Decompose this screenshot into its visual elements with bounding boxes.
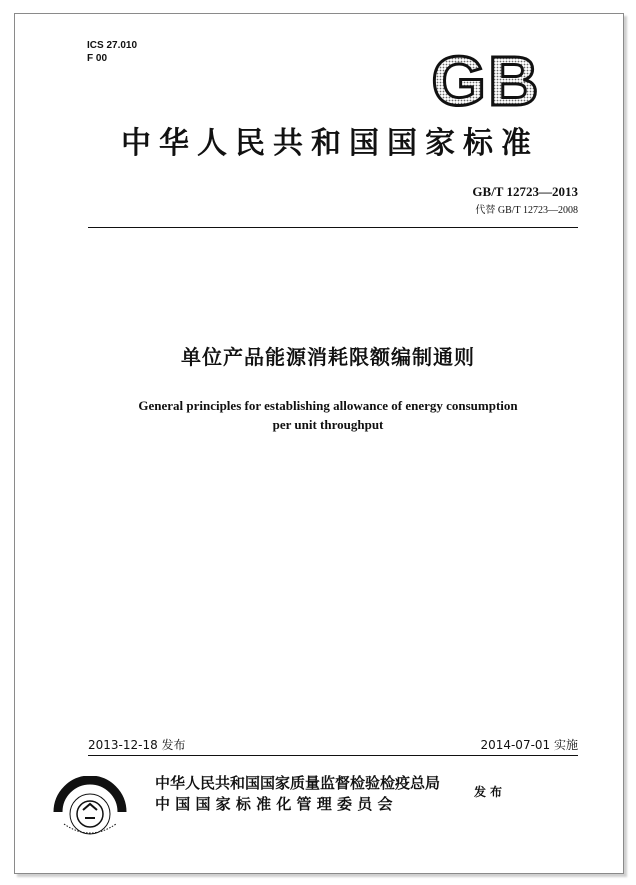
standard-category-title: 中华人民共和国国家标准: [121, 126, 539, 161]
effective-date: 2014-07-01 实施: [480, 738, 578, 752]
issuer-line-1: 中华人民共和国国家质量监督检验检疫总局: [155, 774, 441, 792]
footer-divider: [88, 755, 578, 756]
standard-number: GB/T 12723—2013: [472, 184, 578, 199]
header-divider: [88, 227, 578, 228]
document-title-en: [60, 396, 596, 434]
ics-code: ICS 27.010: [87, 40, 138, 51]
gb-logo-icon: [424, 45, 548, 111]
document-title-en-line2: per unit throughput: [272, 417, 384, 432]
issue-label: 发布: [474, 785, 507, 799]
gb-logo-text: GB: [431, 45, 541, 111]
classification-codes: [87, 39, 137, 65]
ccs-code: F 00: [87, 53, 108, 64]
issue-date: 2013-12-18 发布: [88, 738, 186, 752]
replaces-standard: 代替 GB/T 12723—2008: [475, 205, 578, 216]
issuer-line-2: 中 国 国 家 标 准 化 管 理 委 员 会: [155, 795, 393, 813]
publisher-seal-icon: [52, 776, 128, 840]
standard-number-block: [472, 184, 578, 216]
document-title-en-line1: General principles for establishing allowance of energy consumption: [138, 398, 518, 413]
document-title-cn: 单位产品能源消耗限额编制通则: [181, 345, 475, 369]
